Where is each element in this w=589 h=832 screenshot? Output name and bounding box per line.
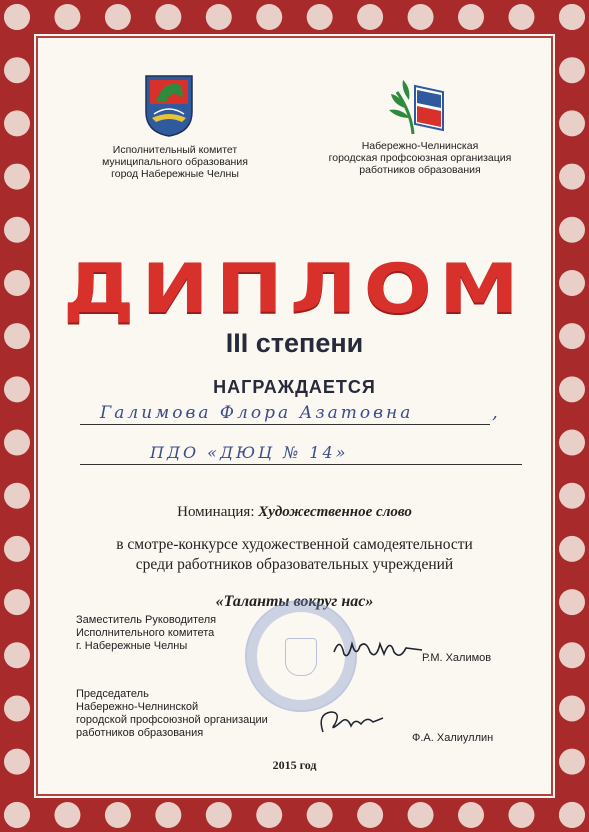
signatory-1-line-2: Исполнительного комитета [76, 627, 215, 639]
signatory-2-name: Ф.А. Халиуллин [412, 732, 494, 744]
right-org-line-2: городская профсоюзная организация [328, 152, 512, 164]
left-org-line-3: город Набережные Челны [111, 168, 239, 180]
left-org-line-2: муниципального образования [102, 156, 248, 168]
recipient-organization: ПДО «ДЮЦ № 14» [150, 443, 349, 462]
nomination-label: Номинация: [177, 504, 255, 520]
signatory-1-position [76, 614, 216, 653]
nomination-value: Художественное слово [258, 504, 412, 520]
signatory-2-position [76, 688, 268, 740]
signatory-2-line-2: Набережно-Челнинской [76, 701, 199, 713]
right-organization [315, 140, 525, 176]
nomination [40, 504, 549, 521]
contest-name: «Таланты вокруг нас» [215, 593, 374, 610]
awarded-label: НАГРАЖДАЕТСЯ [213, 377, 376, 397]
signature-2-scribble [315, 704, 385, 738]
right-org-line-3: работников образования [359, 164, 481, 176]
signatory-2-line-3: городской профсоюзной организации [76, 714, 268, 726]
signatory-1-line-1: Заместитель Руководителя [76, 614, 217, 626]
contest-line-2: среди работников образовательных учреждений [135, 556, 454, 573]
city-emblem-icon [144, 74, 194, 138]
organization-underline [80, 464, 522, 465]
diploma-year: 2015 год [272, 758, 317, 772]
signature-1-scribble [330, 630, 425, 668]
recipient-name: Галимова Флора Азатовна [100, 403, 414, 423]
stamp-emblem [285, 638, 317, 676]
diploma-content [40, 40, 549, 792]
diploma-title: ДИПЛОМ [63, 250, 526, 329]
recipient-comma: , [492, 402, 501, 423]
diploma-degree: III степени [225, 328, 364, 358]
left-org-line-1: Исполнительный комитет [112, 144, 238, 156]
left-organization [80, 144, 270, 180]
contest-description [40, 535, 549, 575]
right-org-line-1: Набережно-Челнинская [361, 140, 479, 152]
signatory-1-line-3: г. Набережные Челны [76, 640, 188, 652]
signatory-2-line-1: Председатель [76, 688, 149, 700]
signatory-2-line-4: работников образования [76, 727, 204, 739]
contest-line-1: в смотре-конкурсе художественной самодеятельности [116, 536, 473, 553]
name-underline [80, 424, 490, 425]
union-logo-icon [383, 78, 447, 136]
signatory-1-name: Р.М. Халимов [422, 652, 492, 664]
